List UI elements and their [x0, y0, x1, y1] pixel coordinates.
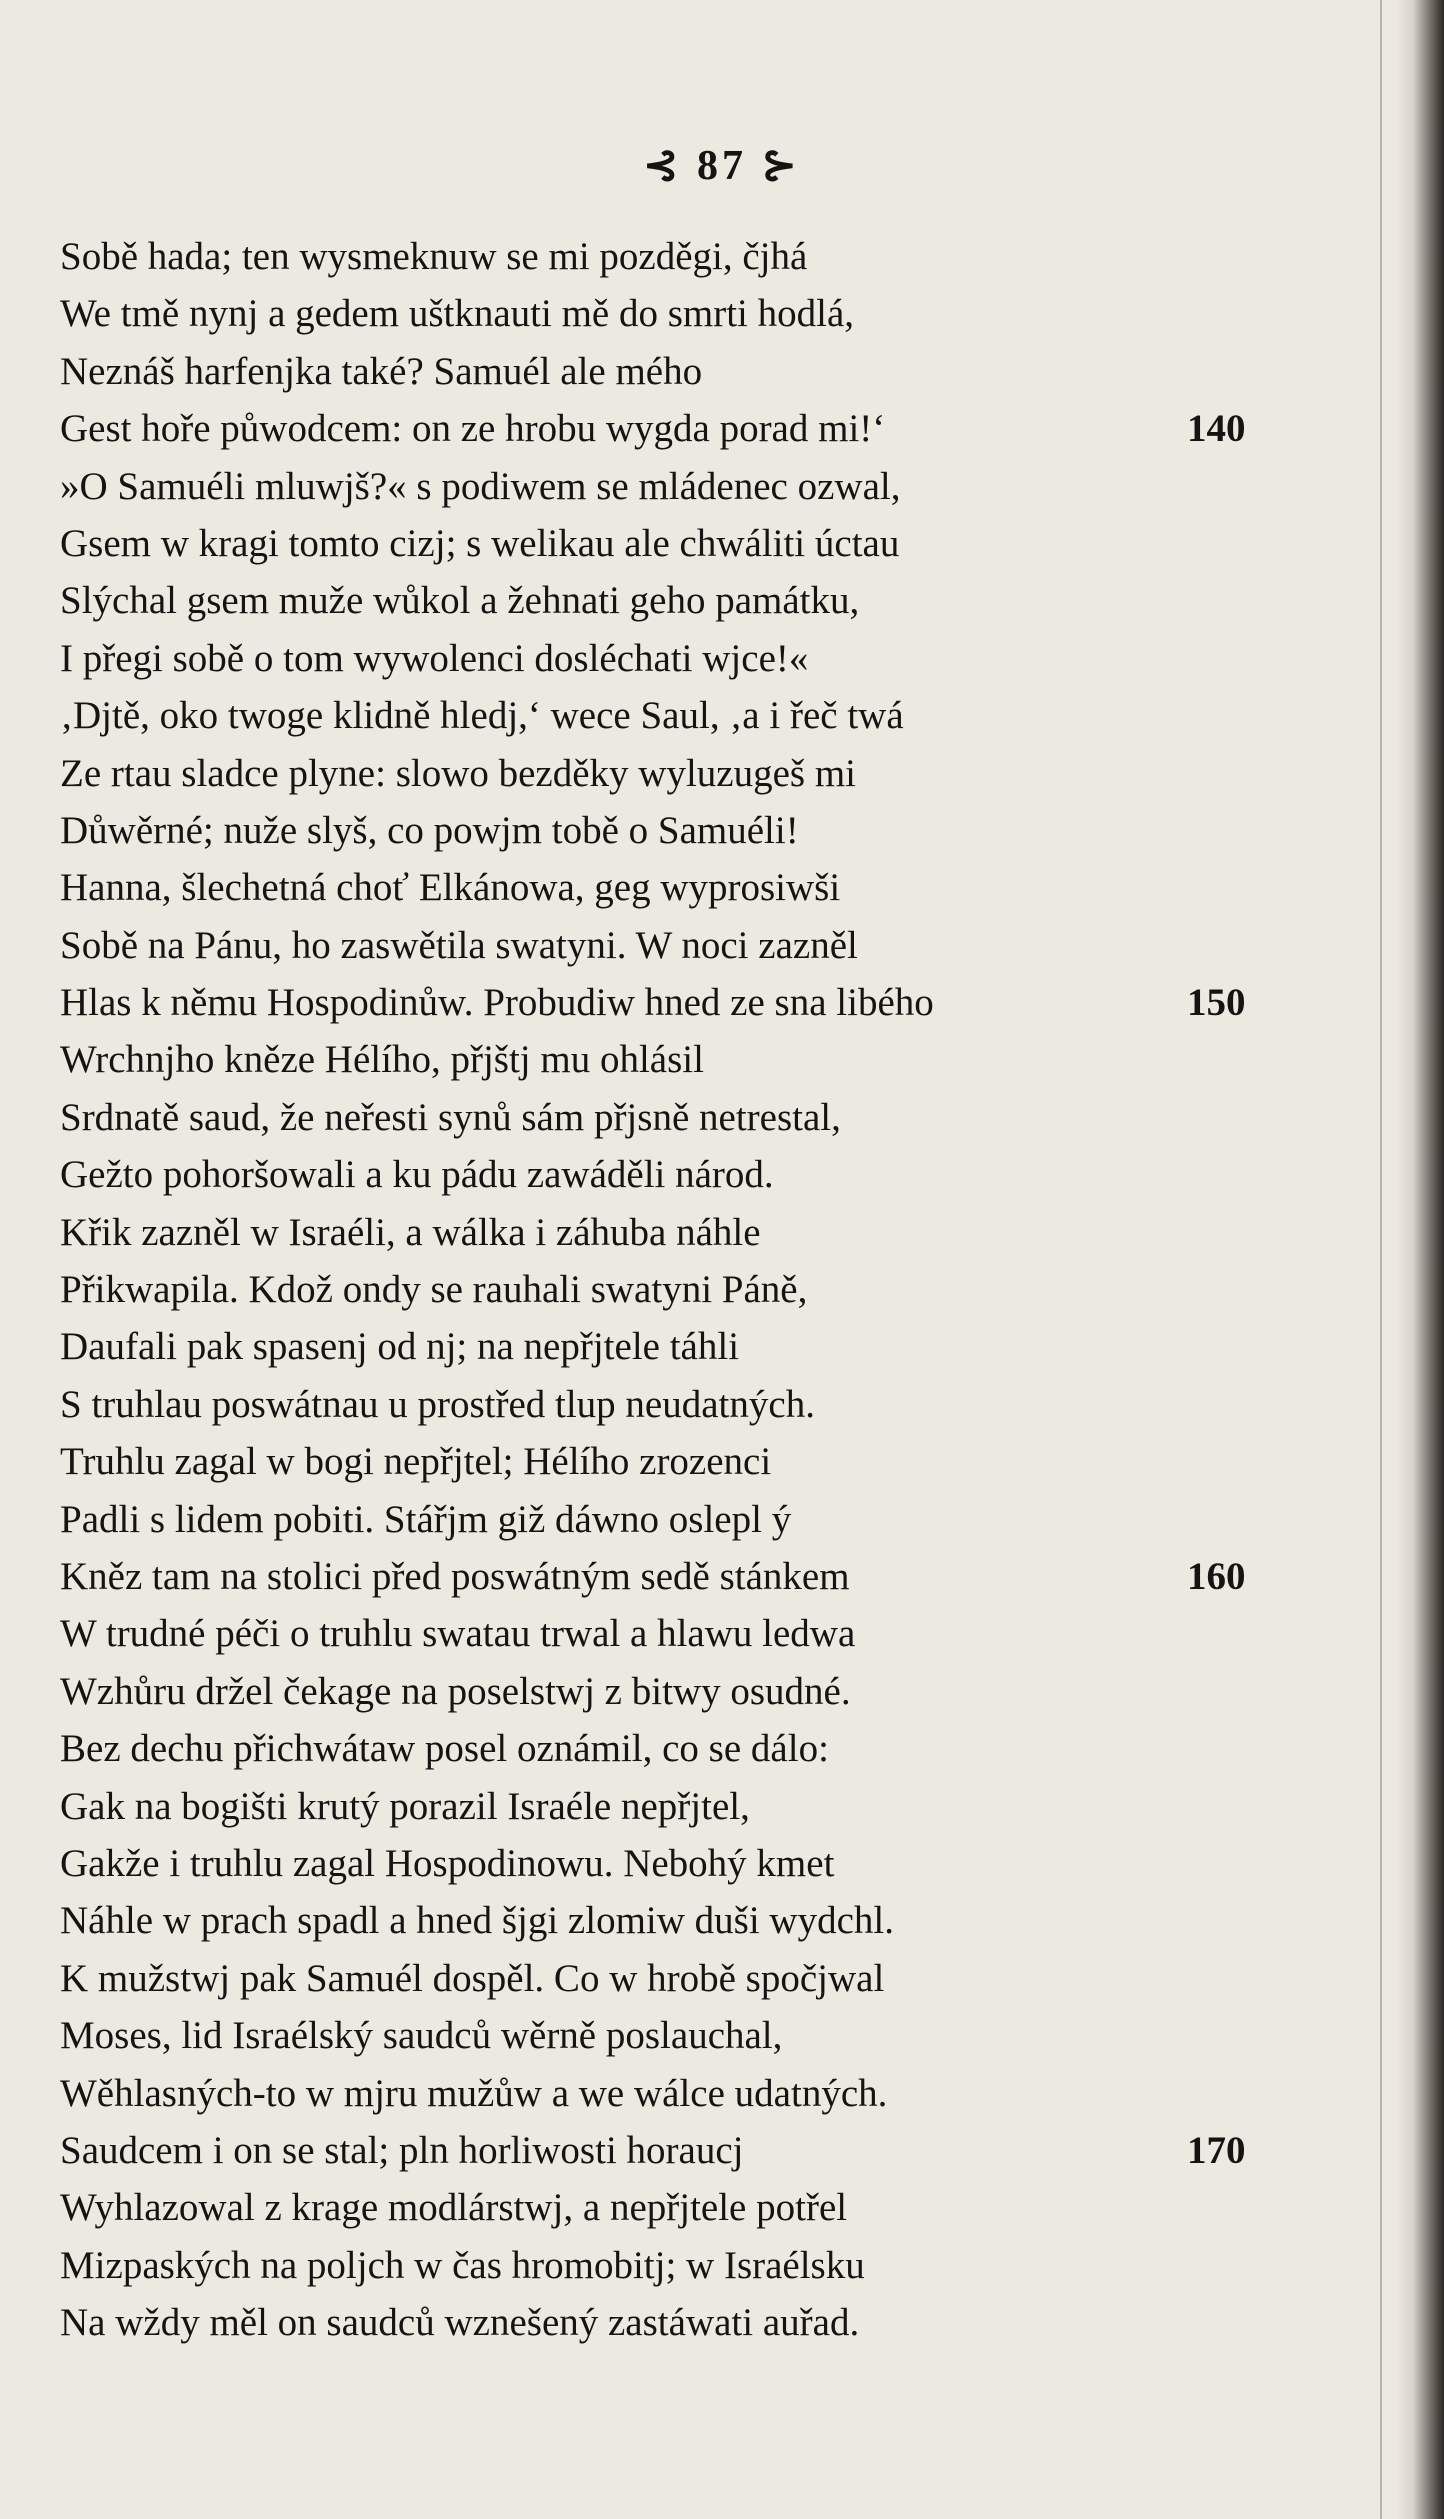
poem-line	[60, 1663, 1260, 1720]
poem-line	[60, 1720, 1260, 1777]
poem-line-text: Kněz tam na stolici před poswátným sedě stánkem	[60, 1554, 850, 1598]
poem-line-text: Hanna, šlechetná choť Elkánowa, geg wyprosiwši	[60, 866, 841, 910]
poem-line-text: Moses, lid Israélský saudců wěrně poslauchal,	[60, 2014, 783, 2058]
poem-line	[60, 2294, 1260, 2351]
poem-line-text: Sobě hada; ten wysmeknuw se mi pozděgi, čjhá	[60, 235, 808, 278]
page-edge-line	[1380, 0, 1382, 2519]
poem-line	[60, 1089, 1260, 1146]
poem-line-text: Gest hoře půwodcem: on ze hrobu wygda porad mi!‘	[60, 407, 886, 451]
poem-line-text: Přikwapila. Kdož ondy se rauhali swatyni Páně,	[60, 1268, 808, 1312]
line-number: 140	[1187, 407, 1246, 451]
poem-line	[60, 630, 1260, 687]
poem-line	[60, 1376, 1260, 1433]
poem-line	[60, 458, 1260, 515]
poem-line	[60, 343, 1260, 400]
poem-line	[60, 1318, 1260, 1375]
poem-line	[60, 2179, 1260, 2236]
poem-line	[60, 228, 1260, 285]
poem-line	[60, 1433, 1260, 1490]
poem-line-text: We tmě nynj a gedem uštknauti mě do smrti hodlá,	[60, 292, 855, 336]
poem-line	[60, 400, 1260, 457]
poem-line	[60, 1778, 1260, 1835]
poem-line	[60, 2122, 1260, 2179]
poem-text-block	[60, 228, 1260, 2351]
book-spine-shadow	[1396, 0, 1444, 2519]
poem-line-text: Bez dechu přichwátaw posel oznámil, co se dálo:	[60, 1727, 829, 1771]
poem-line	[60, 515, 1260, 572]
poem-line	[60, 285, 1260, 342]
poem-line-text: I přegi sobě o tom wywolenci dosléchati wjce!«	[60, 636, 809, 680]
poem-line	[60, 2007, 1260, 2064]
poem-line-text: Daufali pak spasenj od nj; na nepřjtele táhli	[60, 1325, 740, 1369]
poem-line	[60, 1031, 1260, 1088]
line-number: 170	[1187, 2128, 1246, 2172]
poem-line	[60, 2065, 1260, 2122]
poem-line-text: Saudcem i on se stal; pln horliwosti horaucj	[60, 2128, 744, 2172]
page-number-header: ⊰ 87 ⊱	[643, 143, 801, 189]
poem-line	[60, 1491, 1260, 1548]
poem-line	[60, 745, 1260, 802]
poem-line-text: Wyhlazowal z krage modlárstwj, a nepřjtele potřel	[60, 2186, 848, 2230]
poem-line	[60, 1892, 1260, 1949]
poem-line-text: W trudné péči o truhlu swatau trwal a hlawu ledwa	[60, 1612, 856, 1656]
poem-line-text: Truhlu zagal w bogi nepřjtel; Hélího zrozenci	[60, 1440, 772, 1484]
poem-line-text: Mizpaských na poljch w čas hromobitj; w Israélsku	[60, 2243, 865, 2287]
poem-line-text: S truhlau poswátnau u prostřed tlup neudatných.	[60, 1382, 815, 1426]
poem-line-text: Wrchnjho kněze Hélího, přjštj mu ohlásil	[60, 1038, 704, 1082]
poem-line-text: Hlas k němu Hospodinůw. Probudiw hned ze sna libého	[60, 981, 934, 1025]
line-number: 160	[1187, 1554, 1246, 1598]
poem-line-text: Neznáš harfenjka také? Samuél ale mého	[60, 349, 703, 393]
poem-line	[60, 2237, 1260, 2294]
poem-line	[60, 974, 1260, 1031]
poem-line-text: Srdnatě saud, že neřesti synů sám přjsně netrestal,	[60, 1095, 841, 1139]
poem-line	[60, 1146, 1260, 1203]
poem-line	[60, 1835, 1260, 1892]
poem-line	[60, 917, 1260, 974]
poem-line-text: Gsem w kragi tomto cizj; s welikau ale chwáliti úctau	[60, 521, 900, 565]
poem-line-text: ‚Djtě, oko twoge klidně hledj,‘ wece Saul, ‚a i řeč twá	[60, 694, 904, 738]
poem-line-text: Gakže i truhlu zagal Hospodinowu. Nebohý kmet	[60, 1841, 835, 1885]
poem-line-text: Důwěrné; nuže slyš, co powjm tobě o Samuéli!	[60, 808, 799, 852]
poem-line	[60, 687, 1260, 744]
line-number: 150	[1187, 981, 1246, 1025]
poem-line-text: Gežto pohoršowali a ku pádu zawáděli národ.	[60, 1153, 774, 1197]
poem-line-text: Wěhlasných-to w mjru mužůw a we wálce udatných.	[60, 2071, 888, 2115]
poem-line-text: Na wždy měl on saudců wznešený zastáwati auřad.	[60, 2301, 860, 2345]
poem-line-text: K mužstwj pak Samuél dospěl. Co w hrobě spočjwal	[60, 1956, 885, 2000]
poem-line	[60, 1950, 1260, 2007]
poem-line	[60, 1261, 1260, 1318]
poem-line-text: »O Samuéli mluwjš?« s podiwem se mládenec ozwal,	[60, 464, 901, 508]
poem-line-text: Slýchal gsem muže wůkol a žehnati geho památku,	[60, 579, 860, 623]
poem-line	[60, 1204, 1260, 1261]
poem-line	[60, 1605, 1260, 1662]
poem-line-text: Křik zazněl w Israéli, a wálka i záhuba náhle	[60, 1210, 761, 1254]
poem-line-text: Náhle w prach spadl a hned šjgi zlomiw duši wydchl.	[60, 1899, 894, 1943]
poem-line	[60, 859, 1260, 916]
poem-line	[60, 802, 1260, 859]
poem-line-text: Padli s lidem pobiti. Stářjm giž dáwno oslepl ý	[60, 1497, 792, 1541]
poem-line-text: Gak na bogišti krutý porazil Israéle nepřjtel,	[60, 1784, 750, 1828]
poem-line-text: Ze rtau sladce plyne: slowo bezděky wyluzugeš mi	[60, 751, 857, 795]
poem-line-text: Sobě na Pánu, ho zaswětila swatyni. W noci zazněl	[60, 923, 858, 967]
poem-line	[60, 1548, 1260, 1605]
poem-line-text: Wzhůru držel čekage na poselstwj z bitwy osudné.	[60, 1669, 851, 1713]
poem-line	[60, 572, 1260, 629]
